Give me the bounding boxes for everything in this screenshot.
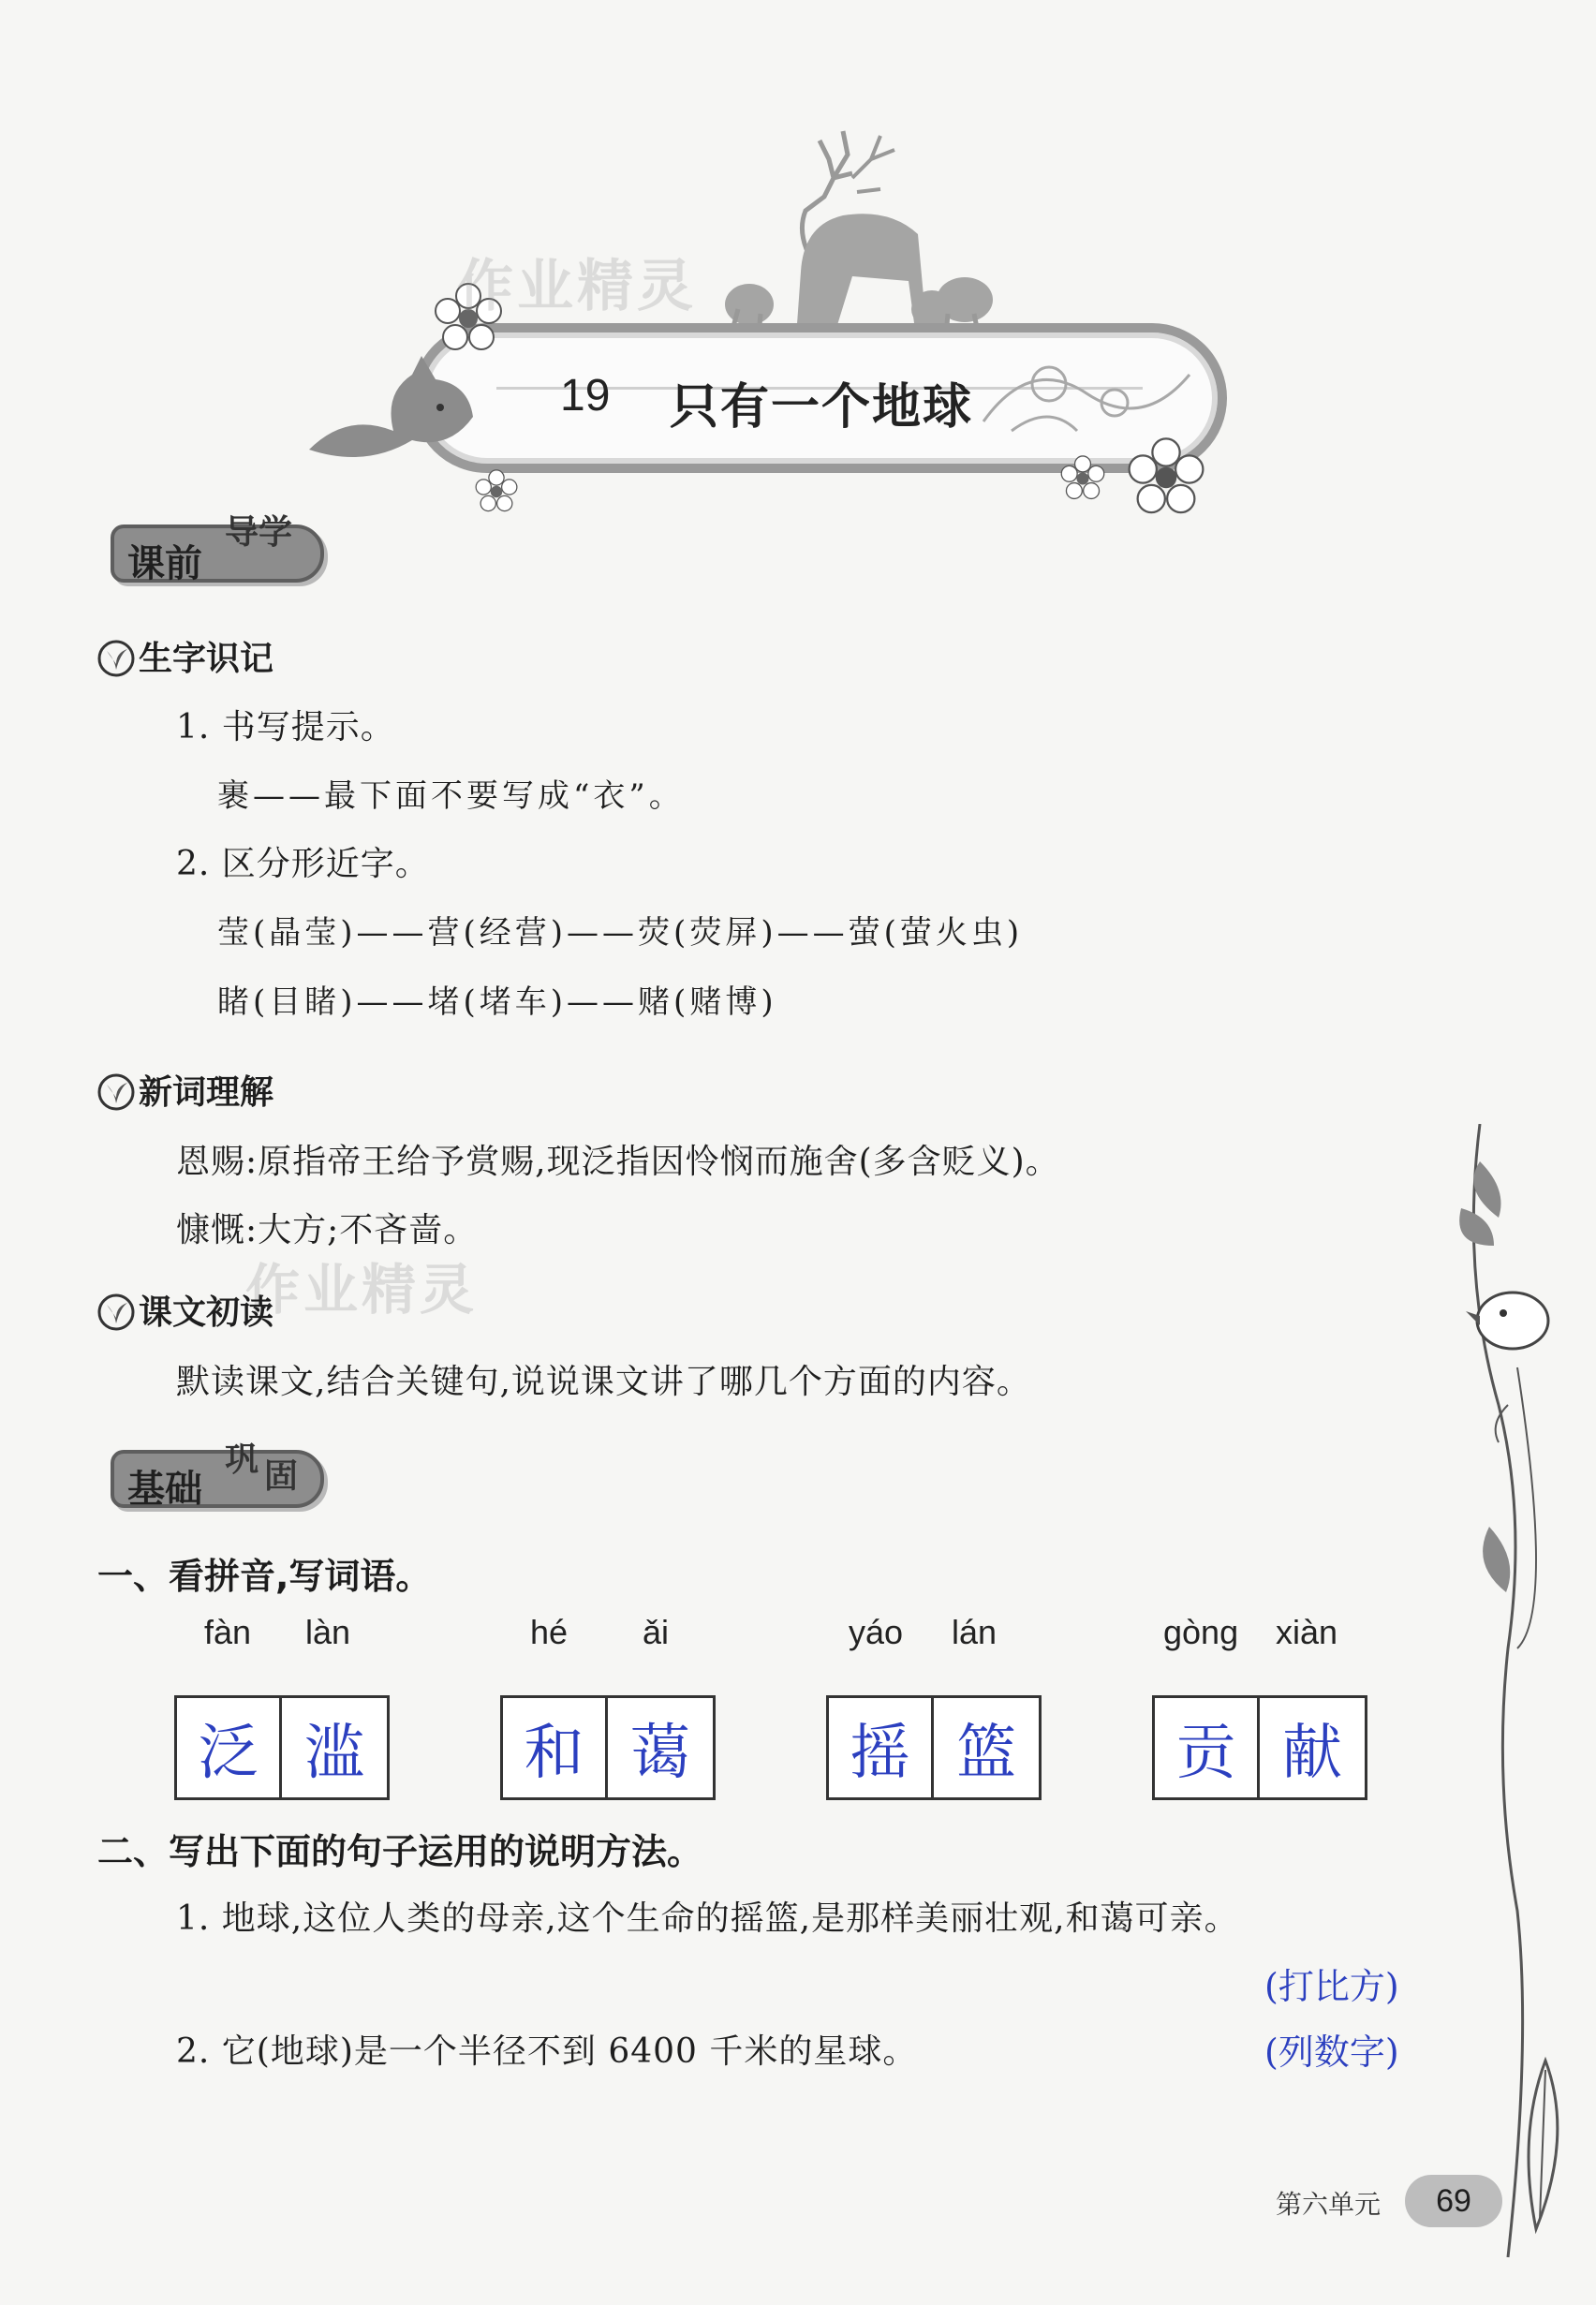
pinyin-syllable: làn (305, 1613, 351, 1651)
page-number: 69 (1405, 2175, 1502, 2227)
pinyin-syllable: xiàn (1276, 1613, 1338, 1651)
swirl-ornament (974, 337, 1199, 450)
subheading-characters: 生字识记 (97, 632, 273, 680)
answer-char-box[interactable]: 和 (500, 1695, 608, 1800)
answer-char-box[interactable]: 滥 (282, 1695, 390, 1800)
pinyin-syllable: fàn (204, 1613, 252, 1651)
pinyin-syllable: hé (530, 1613, 569, 1651)
flower-icon (1058, 454, 1107, 503)
answer-char-box[interactable]: 贡 (1152, 1695, 1260, 1800)
question-2-answer-1[interactable]: (打比方) (1264, 1966, 1399, 2007)
answer-char-box[interactable]: 蔼 (608, 1695, 716, 1800)
flower-icon (473, 468, 520, 515)
item-writing-tip: 1. 书写提示。 (176, 708, 395, 746)
fox-illustration (309, 337, 496, 478)
leaf-icon (97, 640, 135, 677)
pinyin-syllable: yáo (849, 1613, 904, 1651)
flower-icon (1124, 436, 1208, 520)
section-tab-preview (111, 513, 324, 585)
pinyin-syllable: lán (952, 1613, 998, 1651)
answer-char-box[interactable]: 献 (1260, 1695, 1367, 1800)
vine-bird-illustration (1442, 1124, 1583, 2267)
tab-sup-label: 导学 (225, 513, 293, 552)
pinyin-group-3 (826, 1613, 1042, 1800)
watermark: 作业精灵 (245, 1258, 479, 1322)
subheading-reading: 课文初读 (97, 1286, 273, 1334)
deer-illustration (693, 122, 1002, 337)
pinyin-group-4 (1152, 1613, 1367, 1800)
lesson-title: 只有一个地球 (670, 378, 974, 436)
vocab-definition-2: 慷慨:大方;不吝啬。 (176, 1211, 479, 1249)
similar-chars-line-2: 睹(目睹)——堵(堵车)——赌(赌博) (217, 983, 777, 1021)
similar-chars-line-1: 莹(晶莹)——营(经营)——荧(荧屏)——萤(萤火虫) (217, 914, 1024, 952)
unit-label: 第六单元 (1276, 2189, 1382, 2220)
answer-char-box[interactable]: 篮 (934, 1695, 1042, 1800)
leaf-icon (97, 1293, 135, 1331)
question-2-answer-2[interactable]: (列数字) (1264, 2032, 1399, 2073)
lesson-number: 19 (560, 371, 611, 421)
leaf-icon (97, 1073, 135, 1111)
subheading-vocabulary: 新词理解 (97, 1066, 273, 1114)
item-writing-tip-detail: 裹——最下面不要写成“衣”。 (217, 777, 685, 815)
reading-task: 默读课文,结合关键句,说说课文讲了哪几个方面的内容。 (176, 1363, 1031, 1401)
item-similar-chars: 2. 区分形近字。 (176, 845, 430, 883)
tab-sup-label: 巩 (225, 1441, 259, 1479)
pinyin-group-1 (174, 1613, 390, 1800)
pinyin-syllable: gòng (1163, 1613, 1239, 1651)
question-2-sentence-2: 2. 它(地球)是一个半径不到 6400 千米的星球。 (176, 2032, 918, 2071)
pinyin-group-2 (500, 1613, 716, 1800)
question-1-heading: 一、看拼音,写词语。 (97, 1556, 432, 1597)
question-2-heading: 二、写出下面的句子运用的说明方法。 (97, 1831, 703, 1872)
tab-main-label: 课前 (127, 542, 202, 585)
question-2-sentence-1: 1. 地球,这位人类的母亲,这个生命的摇篮,是那样美丽壮观,和蔼可亲。 (176, 1899, 1239, 1938)
vocab-definition-1: 恩赐:原指帝王给予赏赐,现泛指因怜悯而施舍(多含贬义)。 (176, 1143, 1060, 1181)
tab-main-label: 基础 (127, 1468, 202, 1511)
watermark: 作业精灵 (457, 254, 697, 319)
pinyin-syllable: ǎi (643, 1613, 670, 1651)
tab-sup-label: 固 (264, 1457, 299, 1496)
answer-char-box[interactable]: 泛 (174, 1695, 282, 1800)
answer-char-box[interactable]: 摇 (826, 1695, 934, 1800)
section-tab-basic (111, 1441, 324, 1511)
